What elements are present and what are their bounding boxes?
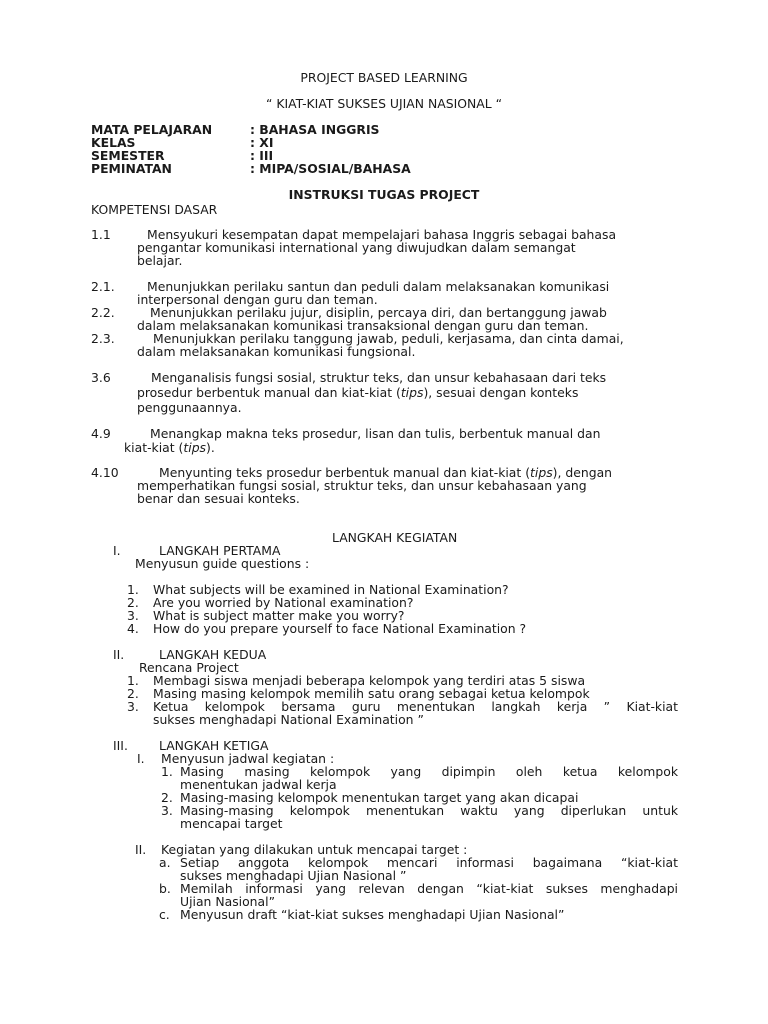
list-item: Masing-masing kelompok menentukan waktu yang diperlukan untuk (180, 803, 678, 818)
kd-text: memperhatikan fungsi sosial, struktur teks, dan unsur kebahasaan yang (137, 478, 587, 493)
kd-text: kiat-kiat (tips). (124, 440, 215, 455)
kd-number: 2.3. (91, 331, 115, 346)
list-item: mencapai target (180, 816, 283, 831)
kd-text: Menganalisis fungsi sosial, struktur teks, dan unsur kebahasaan dari teks (151, 370, 607, 385)
list-item: Setiap anggota kelompok mencari informasi bagaimana “kiat-kiat (180, 855, 678, 870)
steps-title: LANGKAH KEGIATAN (332, 530, 458, 545)
info-label-class: KELAS (91, 135, 136, 150)
step-title: LANGKAH PERTAMA (159, 543, 281, 558)
kd-number: 2.1. (91, 279, 115, 294)
kd-number: 4.10 (91, 465, 119, 480)
kd-text: dalam melaksanakan komunikasi transaksional dengan guru dan teman. (137, 318, 589, 333)
step-number: II. (113, 647, 125, 662)
document-title: PROJECT BASED LEARNING (300, 70, 468, 85)
list-letter: b. (159, 881, 171, 896)
kd-number: 1.1 (91, 227, 111, 242)
kd-text: prosedur berbentuk manual dan kiat-kiat (tips), sesuai dengan konteks (137, 385, 579, 400)
info-value-specialization: : MIPA/SOSIAL/BAHASA (250, 161, 411, 176)
list-item: Masing masing kelompok yang dipimpin oleh ketua kelompok (180, 764, 678, 779)
step-number: III. (113, 738, 128, 753)
info-value-class: : XI (250, 135, 274, 150)
list-number: 3. (127, 608, 139, 623)
list-item: Masing-masing kelompok menentukan target yang akan dicapai (180, 790, 579, 805)
kd-number: 4.9 (91, 426, 111, 441)
list-letter: a. (159, 855, 171, 870)
list-number: 3. (161, 803, 173, 818)
kd-text: interpersonal dengan guru dan teman. (137, 292, 378, 307)
sub-step-number: I. (137, 751, 145, 766)
sub-step-number: II. (135, 842, 147, 857)
kd-text: pengantar komunikasi international yang diwujudkan dalam semangat (137, 240, 576, 255)
document-subtitle: “ KIAT-KIAT SUKSES UJIAN NASIONAL “ (266, 96, 502, 111)
list-number: 3. (127, 699, 139, 714)
info-label-semester: SEMESTER (91, 148, 165, 163)
list-item: How do you prepare yourself to face National Examination ? (153, 621, 527, 636)
info-label-subject: MATA PELAJARAN (91, 122, 213, 137)
kd-text: Menunjukkan perilaku santun dan peduli dalam melaksanakan komunikasi (147, 279, 610, 294)
list-item: What is subject matter make you worry? (153, 608, 405, 623)
list-item: Ketua kelompok bersama guru menentukan langkah kerja ” Kiat-kiat (153, 699, 678, 714)
step-title: LANGKAH KEDUA (159, 647, 267, 662)
list-item: Membagi siswa menjadi beberapa kelompok yang terdiri atas 5 siswa (153, 673, 586, 688)
kd-text: benar dan sesuai konteks. (137, 491, 300, 506)
kd-heading: KOMPETENSI DASAR (91, 202, 218, 217)
kd-text: Menangkap makna teks prosedur, lisan dan tulis, berbentuk manual dan (150, 426, 601, 441)
info-value-semester: : III (250, 148, 274, 163)
step-subtitle: Menyusun guide questions : (135, 556, 310, 571)
kd-text: belajar. (137, 253, 183, 268)
step-title: LANGKAH KETIGA (159, 738, 269, 753)
step-subtitle: Rencana Project (139, 660, 239, 675)
list-number: 1. (127, 582, 139, 597)
kd-text: Menyunting teks prosedur berbentuk manual dan kiat-kiat (tips), dengan (159, 465, 613, 480)
list-item: Memilah informasi yang relevan dengan “kiat-kiat sukses menghadapi (180, 881, 678, 896)
list-item: sukses menghadapi National Examination ” (153, 712, 424, 727)
list-item: Masing masing kelompok memilih satu orang sebagai ketua kelompok (153, 686, 590, 701)
list-number: 1. (127, 673, 139, 688)
sub-step-title: Menyusun jadwal kegiatan : (161, 751, 335, 766)
list-item: sukses menghadapi Ujian Nasional ” (180, 868, 407, 883)
kd-text: Mensyukuri kesempatan dapat mempelajari bahasa Inggris sebagai bahasa (147, 227, 617, 242)
info-value-subject: : BAHASA INGGRIS (250, 122, 380, 137)
list-item: menentukan jadwal kerja (180, 777, 337, 792)
kd-number: 3.6 (91, 370, 111, 385)
sub-step-title: Kegiatan yang dilakukan untuk mencapai target : (161, 842, 468, 857)
list-number: 2. (127, 595, 139, 610)
kd-text: Menunjukkan perilaku tanggung jawab, peduli, kerjasama, dan cinta damai, (153, 331, 624, 346)
list-item: Menyusun draft “kiat-kiat sukses menghadapi Ujian Nasional” (180, 907, 565, 922)
list-number: 2. (127, 686, 139, 701)
list-item: Ujian Nasional” (180, 894, 275, 909)
kd-text: dalam melaksanakan komunikasi fungsional. (137, 344, 416, 359)
list-number: 4. (127, 621, 139, 636)
list-number: 1. (161, 764, 173, 779)
kd-text: penggunaannya. (137, 400, 242, 415)
instruction-title: INSTRUKSI TUGAS PROJECT (288, 187, 480, 202)
list-letter: c. (159, 907, 170, 922)
kd-number: 2.2. (91, 305, 115, 320)
list-item: What subjects will be examined in National Examination? (153, 582, 509, 597)
list-number: 2. (161, 790, 173, 805)
list-item: Are you worried by National examination? (153, 595, 414, 610)
info-label-specialization: PEMINATAN (91, 161, 172, 176)
step-number: I. (113, 543, 121, 558)
kd-text: Menunjukkan perilaku jujur, disiplin, percaya diri, dan bertanggung jawab (150, 305, 607, 320)
